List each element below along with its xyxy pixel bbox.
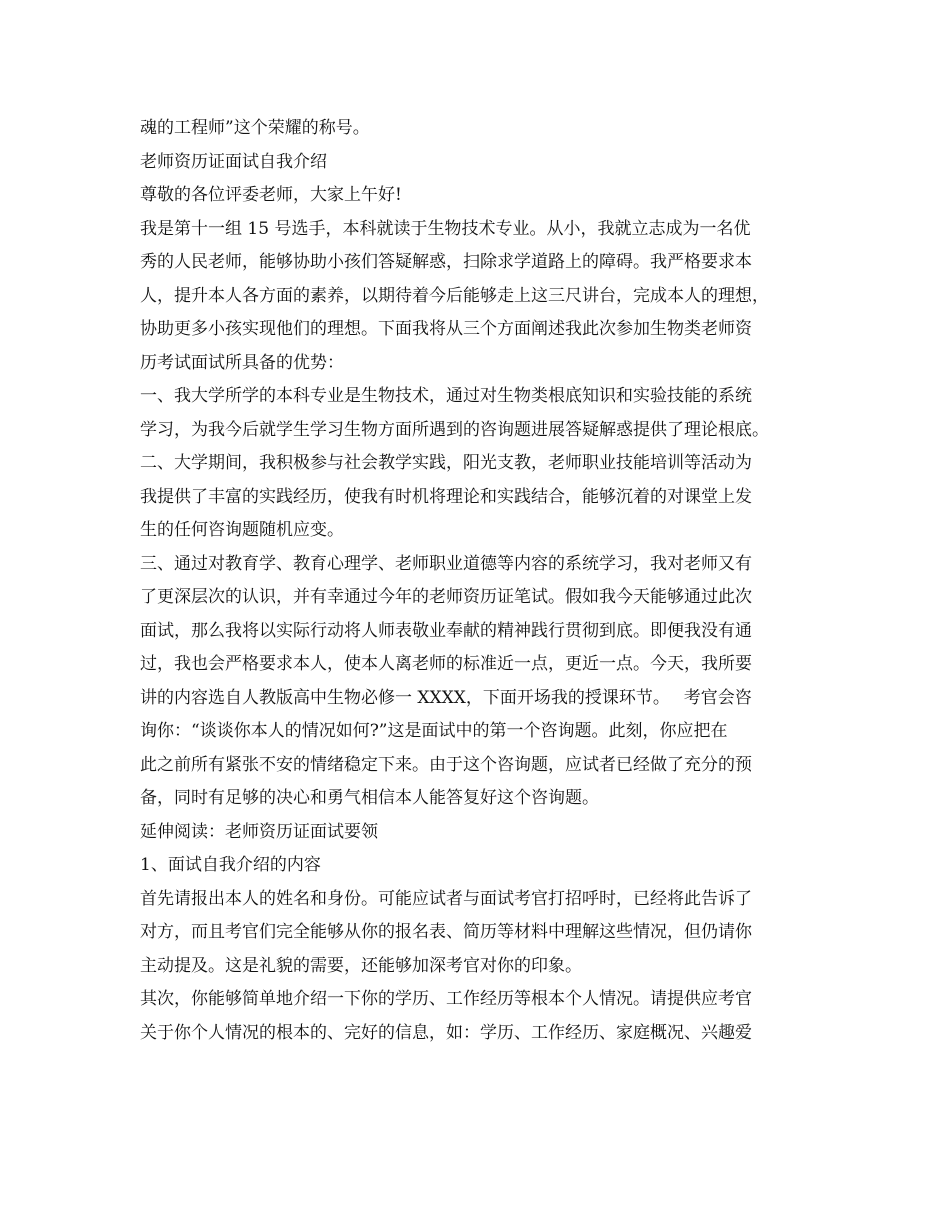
text-line: 备，同时有足够的决心和勇气相信本人能答复好这个咨询题。 <box>140 788 599 808</box>
text-line: 一、我大学所学的本科专业是生物技术，通过对生物类根底知识和实验技能的系统 <box>140 386 752 406</box>
text-line: 此之前所有紧张不安的情绪稳定下来。由于这个咨询题，应试者已经做了充分的预 <box>140 754 752 775</box>
text-line: 其次，你能够简单地介绍一下你的学历、工作经历等根本个人情况。请提供应考官 <box>140 989 752 1009</box>
text-line: 二、大学期间，我积极参与社会教学实践，阳光支教，老师职业技能培训等活动为 <box>140 453 752 473</box>
text-line: 首先请报出本人的姓名和身份。可能应试者与面试考官打招呼时，已经将此告诉了 <box>140 888 752 909</box>
text-line: 我是第十一组 15 号选手，本科就读于生物技术专业。从小，我就立志成为一名优 <box>140 218 751 239</box>
text-line: 面试，那么我将以实际行动将人师表敬业奉献的精神践行贯彻到底。即便我没有通 <box>140 620 752 641</box>
text-line: 秀的人民老师，能够协助小孩们答疑解惑，扫除求学道路上的障碍。我严格要求本 <box>140 252 752 272</box>
document-body <box>140 112 820 1050</box>
text-line: 魂的工程师”这个荣耀的称号。 <box>140 118 370 138</box>
text-line: 讲的内容选自人教版高中生物必修一 XXXX，下面开场我的授课环节。 考官会咨 <box>140 687 752 708</box>
text-line: 我提供了丰富的实践经历，使我有时机将理论和实践结合，能够沉着的对课堂上发 <box>140 486 752 507</box>
text-line: 人，提升本人各方面的素养，以期待着今后能够走上这三尺讲台，完成本人的理想， <box>140 285 769 306</box>
text-line: 过，我也会严格要求本人，使本人离老师的标准近一点，更近一点。今天，我所要 <box>140 654 752 674</box>
text-line: 历考试面试所具备的优势： <box>140 352 344 373</box>
text-line: 学习，为我今后就学生学习生物方面所遇到的咨询题进展答疑解惑提供了理论根底。 <box>140 419 769 440</box>
section-heading: 延伸阅读：老师资历证面试要领 <box>140 821 378 842</box>
text-line: 了更深层次的认识，并有幸通过今年的老师资历证笔试。假如我今天能够通过此次 <box>140 587 752 607</box>
section-heading: 老师资历证面试自我介绍 <box>140 151 327 172</box>
text-line: 协助更多小孩实现他们的理想。下面我将从三个方面阐述我此次参加生物类老师资 <box>140 319 752 339</box>
text-line: 三、通过对教育学、教育心理学、老师职业道德等内容的系统学习，我对老师又有 <box>140 553 752 574</box>
text-line: 询你：“谈谈你本人的情况如何?”这是面试中的第一个咨询题。此刻，你应把在 <box>140 721 728 741</box>
text-line: 生的任何咨询题随机应变。 <box>140 520 344 540</box>
text-line: 对方，而且考官们完全能够从你的报名表、简历等材料中理解这些情况，但仍请你 <box>140 922 752 942</box>
text-line: 尊敬的各位评委老师，大家上午好! <box>140 185 402 205</box>
section-heading: 1、面试自我介绍的内容 <box>140 855 321 875</box>
text-line: 关于你个人情况的根本的、完好的信息，如：学历、工作经历、家庭概况、兴趣爱 <box>140 1022 752 1043</box>
text-line: 主动提及。这是礼貌的需要，还能够加深考官对你的印象。 <box>140 955 582 976</box>
